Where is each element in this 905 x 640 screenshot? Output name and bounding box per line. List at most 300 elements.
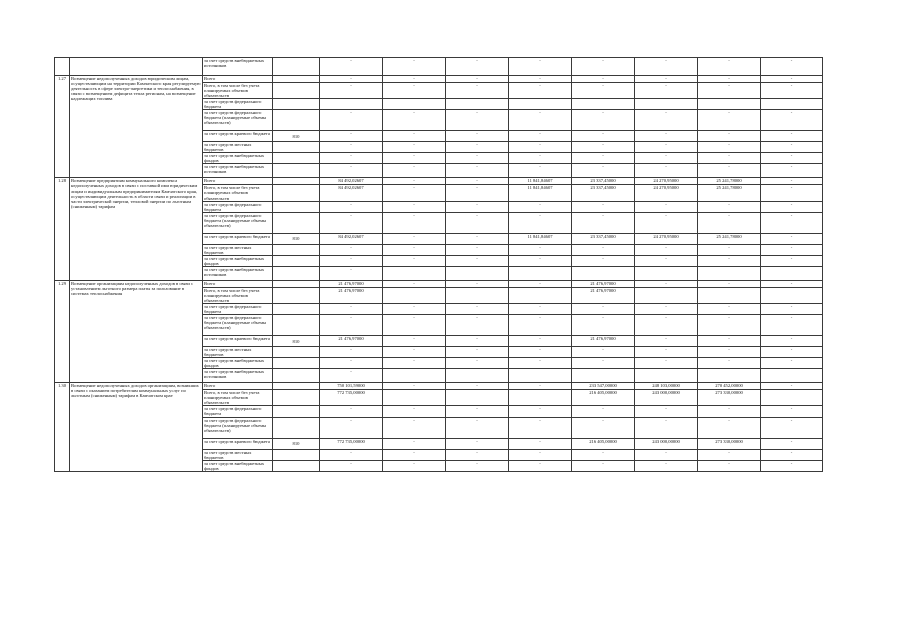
amount-cell: 24 270,95000	[635, 233, 698, 244]
amount-cell: -	[509, 280, 572, 287]
amount-cell: -	[383, 255, 446, 266]
amount-cell: -	[509, 358, 572, 369]
amount-cell: -	[509, 303, 572, 314]
amount-cell: -	[698, 83, 761, 99]
amount-cell: -	[698, 164, 761, 178]
funding-source: за счет средств внебюджетных фондов	[203, 358, 273, 369]
amount-cell: -	[761, 58, 823, 76]
amount-cell: -	[572, 212, 635, 233]
amount-cell: -	[383, 83, 446, 99]
funding-source: Всего	[203, 178, 273, 185]
amount-cell: -	[698, 110, 761, 131]
budget-table	[54, 57, 823, 472]
amount-cell: -	[572, 449, 635, 460]
funding-source: за счет средств внебюджетных источников	[203, 369, 273, 383]
budget-table-sheet	[54, 57, 822, 472]
amount-cell: 24 270,95000	[635, 178, 698, 185]
amount-cell: -	[635, 347, 698, 358]
amount-cell: -	[698, 153, 761, 164]
amount-cell: -	[446, 358, 509, 369]
budget-code	[273, 347, 320, 358]
amount-cell: -	[635, 460, 698, 471]
amount-cell: -	[698, 255, 761, 266]
amount-cell: -	[320, 369, 383, 383]
amount-cell: 248 103,00000	[635, 383, 698, 390]
amount-cell: -	[446, 280, 509, 287]
amount-cell	[698, 369, 761, 383]
amount-cell: -	[320, 201, 383, 212]
amount-cell: -	[761, 255, 823, 266]
amount-cell	[383, 266, 446, 280]
budget-code	[273, 417, 320, 438]
amount-cell: -	[635, 83, 698, 99]
amount-cell: -	[383, 201, 446, 212]
amount-cell	[383, 390, 446, 406]
budget-code	[273, 153, 320, 164]
amount-cell: -	[320, 212, 383, 233]
amount-cell: -	[446, 336, 509, 347]
table-row	[55, 76, 823, 83]
budget-code	[273, 99, 320, 110]
funding-source: за счет средств краевого бюджета	[203, 233, 273, 244]
amount-cell: -	[698, 201, 761, 212]
amount-cell: -	[572, 406, 635, 417]
amount-cell: -	[320, 417, 383, 438]
amount-cell: -	[635, 142, 698, 153]
amount-cell: -	[383, 417, 446, 438]
amount-cell: -	[446, 58, 509, 76]
amount-cell	[635, 369, 698, 383]
amount-cell: 24 270,95000	[635, 185, 698, 201]
amount-cell: -	[572, 255, 635, 266]
amount-cell: -	[761, 244, 823, 255]
amount-cell: -	[320, 406, 383, 417]
amount-cell: -	[320, 266, 383, 280]
amount-cell: -	[761, 460, 823, 471]
amount-cell: -	[320, 164, 383, 178]
amount-cell: 11 841,84607	[509, 178, 572, 185]
funding-source: за счет средств внебюджетных фондов	[203, 460, 273, 471]
amount-cell: -	[509, 460, 572, 471]
amount-cell: -	[383, 460, 446, 471]
budget-code: 810	[273, 336, 320, 347]
amount-cell	[383, 369, 446, 383]
amount-cell: -	[383, 153, 446, 164]
amount-cell: -	[761, 212, 823, 233]
amount-cell: 233 547,00000	[572, 383, 635, 390]
amount-cell: 25 241,78000	[698, 233, 761, 244]
amount-cell: -	[635, 303, 698, 314]
amount-cell: -	[509, 212, 572, 233]
funding-source: за счет средств внебюджетных источников	[203, 164, 273, 178]
amount-cell: -	[635, 131, 698, 142]
amount-cell: -	[572, 58, 635, 76]
amount-cell: -	[698, 358, 761, 369]
amount-cell: -	[761, 347, 823, 358]
funding-source: Всего, в том числе без учета планируемых объемов обязательств	[203, 287, 273, 303]
amount-cell: -	[635, 280, 698, 287]
amount-cell: -	[635, 58, 698, 76]
amount-cell: -	[698, 315, 761, 336]
amount-cell: -	[698, 142, 761, 153]
budget-code	[273, 315, 320, 336]
amount-cell: -	[635, 164, 698, 178]
budget-code: 810	[273, 131, 320, 142]
amount-cell: 772 735,00000	[320, 438, 383, 449]
amount-cell: -	[761, 83, 823, 99]
amount-cell	[509, 99, 572, 110]
amount-cell: -	[446, 417, 509, 438]
budget-code	[273, 164, 320, 178]
amount-cell: -	[761, 336, 823, 347]
amount-cell: -	[383, 164, 446, 178]
amount-cell: -	[509, 131, 572, 142]
budget-code	[273, 58, 320, 76]
amount-cell: -	[698, 76, 761, 83]
amount-cell: -	[509, 383, 572, 390]
item-name: Возмещение недополученных доходов организациям, возникших в связи с оказанием потребителям коммунальных услуг по льготным (сниженным) тарифам в Камчатском крае	[70, 383, 203, 471]
amount-cell: -	[509, 244, 572, 255]
amount-cell: 273 330,00000	[698, 390, 761, 406]
amount-cell: 25 241,78000	[698, 178, 761, 185]
funding-source: Всего, в том числе без учета планируемых объемов обязательств	[203, 185, 273, 201]
amount-cell: 21 476,97000	[320, 287, 383, 303]
amount-cell	[761, 390, 823, 406]
amount-cell: -	[761, 110, 823, 131]
amount-cell: -	[635, 336, 698, 347]
amount-cell: -	[446, 185, 509, 201]
funding-source: за счет средств федерального бюджета	[203, 201, 273, 212]
amount-cell: -	[509, 315, 572, 336]
amount-cell: -	[761, 178, 823, 185]
amount-cell: -	[446, 110, 509, 131]
amount-cell: -	[572, 110, 635, 131]
amount-cell: -	[320, 131, 383, 142]
amount-cell: -	[383, 110, 446, 131]
amount-cell: 23 337,45000	[572, 233, 635, 244]
amount-cell: -	[320, 358, 383, 369]
amount-cell: -	[761, 417, 823, 438]
amount-cell: -	[509, 58, 572, 76]
amount-cell: 21 476,97000	[320, 280, 383, 287]
funding-source: за счет средств федерального бюджета (планируемые объемы обязательств)	[203, 212, 273, 233]
amount-cell	[698, 287, 761, 303]
item-name: Возмещение недополученных доходов юридическим лицам, осуществляющим на территории Камчатского края регулируемую деятельность в сфере электро-энергетики и теплоснабжения, в связи с возмещением дефицита тепла регионам, на возмещение надлежащих топлива	[70, 76, 203, 178]
amount-cell: -	[698, 212, 761, 233]
amount-cell: 11 841,84607	[509, 185, 572, 201]
amount-cell: -	[698, 280, 761, 287]
budget-code	[273, 244, 320, 255]
item-number	[55, 58, 70, 76]
amount-cell: -	[320, 58, 383, 76]
amount-cell: -	[761, 280, 823, 287]
amount-cell: -	[446, 233, 509, 244]
amount-cell	[761, 287, 823, 303]
amount-cell: 243 000,00000	[635, 438, 698, 449]
funding-source: за счет средств федерального бюджета	[203, 406, 273, 417]
amount-cell: -	[320, 110, 383, 131]
amount-cell: -	[383, 233, 446, 244]
funding-source: за счет средств краевого бюджета	[203, 336, 273, 347]
amount-cell: -	[761, 449, 823, 460]
amount-cell: -	[383, 185, 446, 201]
amount-cell: -	[320, 460, 383, 471]
amount-cell: -	[761, 358, 823, 369]
amount-cell: 23 337,45000	[572, 185, 635, 201]
amount-cell: -	[572, 244, 635, 255]
budget-code	[273, 369, 320, 383]
amount-cell: -	[383, 438, 446, 449]
amount-cell	[635, 287, 698, 303]
amount-cell: -	[320, 255, 383, 266]
amount-cell: -	[509, 417, 572, 438]
funding-source: за счет средств краевого бюджета	[203, 438, 273, 449]
amount-cell: 273 330,00000	[698, 438, 761, 449]
amount-cell: -	[446, 315, 509, 336]
budget-code	[273, 110, 320, 131]
amount-cell: -	[383, 383, 446, 390]
amount-cell: -	[698, 417, 761, 438]
amount-cell: -	[446, 164, 509, 178]
amount-cell: -	[320, 142, 383, 153]
amount-cell: -	[320, 244, 383, 255]
amount-cell	[446, 99, 509, 110]
amount-cell: -	[509, 449, 572, 460]
funding-source: за счет средств федерального бюджета	[203, 99, 273, 110]
amount-cell: -	[509, 255, 572, 266]
amount-cell: -	[698, 131, 761, 142]
amount-cell: -	[761, 383, 823, 390]
amount-cell: -	[446, 383, 509, 390]
amount-cell: -	[383, 58, 446, 76]
amount-cell: -	[572, 131, 635, 142]
item-number: 1.30	[55, 383, 70, 471]
amount-cell: -	[446, 76, 509, 83]
amount-cell	[320, 99, 383, 110]
amount-cell: -	[383, 76, 446, 83]
amount-cell: -	[572, 417, 635, 438]
amount-cell: -	[698, 58, 761, 76]
amount-cell: 11 841,84607	[509, 233, 572, 244]
amount-cell: -	[509, 153, 572, 164]
budget-code	[273, 460, 320, 471]
amount-cell: -	[572, 142, 635, 153]
funding-source: за счет средств федерального бюджета (планируемые объемы обязательств)	[203, 110, 273, 131]
amount-cell: -	[761, 131, 823, 142]
funding-source: за счет средств федерального бюджета (планируемые объемы обязательств)	[203, 315, 273, 336]
amount-cell: -	[383, 336, 446, 347]
budget-code	[273, 303, 320, 314]
funding-source: Всего	[203, 383, 273, 390]
amount-cell: -	[509, 142, 572, 153]
amount-cell: -	[635, 406, 698, 417]
item-name: Возмещение предприятиям коммунального комплекса недополученных доходов в связи с поставкой ими юридическим лицам и индивидуальным предпринимателям Камчатского края, осуществляющим деятельность в области связи и реализации в части электрической энергии, тепловой энергии по льготным (сниженным) тарифам	[70, 178, 203, 280]
amount-cell: 216 405,00000	[572, 390, 635, 406]
amount-cell	[446, 369, 509, 383]
amount-cell: -	[698, 406, 761, 417]
funding-source: за счет средств внебюджетных источников	[203, 266, 273, 280]
amount-cell: -	[572, 460, 635, 471]
budget-code	[273, 185, 320, 201]
funding-source: за счет средств местных бюджетов	[203, 449, 273, 460]
amount-cell: -	[446, 438, 509, 449]
amount-cell: -	[572, 347, 635, 358]
funding-source: за счет средств краевого бюджета	[203, 131, 273, 142]
amount-cell	[572, 369, 635, 383]
budget-code	[273, 76, 320, 83]
amount-cell: -	[509, 164, 572, 178]
funding-source: Всего	[203, 76, 273, 83]
amount-cell: 84 492,02607	[320, 233, 383, 244]
amount-cell: -	[635, 417, 698, 438]
amount-cell: -	[383, 131, 446, 142]
amount-cell: 216 405,00000	[572, 438, 635, 449]
amount-cell: -	[383, 406, 446, 417]
budget-code: 810	[273, 438, 320, 449]
budget-code	[273, 83, 320, 99]
table-row	[55, 178, 823, 185]
amount-cell: 21 476,97000	[572, 336, 635, 347]
amount-cell: -	[446, 212, 509, 233]
amount-cell	[509, 287, 572, 303]
amount-cell: -	[698, 303, 761, 314]
amount-cell	[698, 266, 761, 280]
amount-cell: -	[635, 358, 698, 369]
amount-cell: 84 492,02607	[320, 185, 383, 201]
amount-cell	[635, 266, 698, 280]
amount-cell: -	[446, 178, 509, 185]
amount-cell: -	[635, 76, 698, 83]
amount-cell: 84 492,02607	[320, 178, 383, 185]
amount-cell: -	[509, 347, 572, 358]
funding-source: за счет средств внебюджетных фондов	[203, 153, 273, 164]
funding-source: Всего	[203, 280, 273, 287]
budget-code	[273, 178, 320, 185]
funding-source: Всего, в том числе без учета планируемых объемов обязательств	[203, 390, 273, 406]
amount-cell: -	[761, 185, 823, 201]
amount-cell: -	[572, 164, 635, 178]
budget-code	[273, 266, 320, 280]
amount-cell: -	[572, 358, 635, 369]
amount-cell	[761, 99, 823, 110]
funding-source: за счет средств федерального бюджета	[203, 303, 273, 314]
table-row	[55, 58, 823, 76]
item-number: 1.27	[55, 76, 70, 178]
amount-cell: -	[446, 131, 509, 142]
amount-cell	[383, 287, 446, 303]
amount-cell: 21 476,97000	[572, 287, 635, 303]
amount-cell: -	[446, 142, 509, 153]
amount-cell: -	[446, 347, 509, 358]
amount-cell: -	[509, 83, 572, 99]
budget-code	[273, 383, 320, 390]
amount-cell: -	[761, 76, 823, 83]
amount-cell: -	[446, 153, 509, 164]
amount-cell: -	[320, 153, 383, 164]
amount-cell: -	[761, 406, 823, 417]
budget-code	[273, 358, 320, 369]
amount-cell: 750 101,59000	[320, 383, 383, 390]
amount-cell: -	[698, 347, 761, 358]
amount-cell: 772 735,00000	[320, 390, 383, 406]
funding-source: за счет средств местных бюджетов	[203, 142, 273, 153]
amount-cell: -	[572, 153, 635, 164]
amount-cell: -	[572, 83, 635, 99]
amount-cell: 270 452,00000	[698, 383, 761, 390]
amount-cell	[509, 390, 572, 406]
amount-cell: -	[320, 347, 383, 358]
budget-code	[273, 201, 320, 212]
amount-cell: -	[761, 201, 823, 212]
funding-source: за счет средств внебюджетных фондов	[203, 255, 273, 266]
amount-cell: -	[761, 142, 823, 153]
amount-cell	[572, 99, 635, 110]
amount-cell	[446, 266, 509, 280]
budget-table-body	[55, 58, 823, 472]
amount-cell: -	[509, 201, 572, 212]
amount-cell: -	[572, 315, 635, 336]
budget-code: 810	[273, 233, 320, 244]
amount-cell: -	[446, 244, 509, 255]
amount-cell	[509, 266, 572, 280]
amount-cell: -	[446, 460, 509, 471]
budget-code	[273, 406, 320, 417]
item-name: Возмещение организациям недополученных доходов в связи с установлением льготного размера платы за пользование в системах теплоснабжения	[70, 280, 203, 382]
budget-code	[273, 255, 320, 266]
amount-cell: -	[383, 244, 446, 255]
amount-cell	[635, 99, 698, 110]
amount-cell: 21 476,97000	[320, 336, 383, 347]
amount-cell: -	[446, 83, 509, 99]
amount-cell	[761, 369, 823, 383]
amount-cell: -	[320, 83, 383, 99]
amount-cell: -	[635, 212, 698, 233]
amount-cell: -	[635, 153, 698, 164]
amount-cell: -	[572, 201, 635, 212]
amount-cell: -	[635, 449, 698, 460]
amount-cell: -	[635, 315, 698, 336]
amount-cell: -	[509, 336, 572, 347]
amount-cell: -	[383, 303, 446, 314]
amount-cell: -	[383, 347, 446, 358]
amount-cell: -	[383, 178, 446, 185]
budget-code	[273, 449, 320, 460]
amount-cell: 243 000,00000	[635, 390, 698, 406]
amount-cell: -	[383, 142, 446, 153]
amount-cell: -	[698, 244, 761, 255]
amount-cell	[446, 390, 509, 406]
funding-source: за счет средств местных бюджетов	[203, 244, 273, 255]
amount-cell: -	[572, 76, 635, 83]
amount-cell: -	[446, 255, 509, 266]
budget-code	[273, 280, 320, 287]
amount-cell: -	[320, 315, 383, 336]
funding-source: Всего, в том числе без учета планируемых объемов обязательств	[203, 83, 273, 99]
amount-cell: -	[446, 449, 509, 460]
amount-cell: -	[698, 336, 761, 347]
amount-cell: -	[761, 438, 823, 449]
amount-cell: -	[761, 164, 823, 178]
item-name	[70, 58, 203, 76]
amount-cell: -	[383, 358, 446, 369]
item-number: 1.29	[55, 280, 70, 382]
budget-code	[273, 287, 320, 303]
amount-cell: -	[635, 201, 698, 212]
amount-cell: -	[698, 449, 761, 460]
amount-cell: -	[446, 303, 509, 314]
amount-cell: -	[635, 110, 698, 131]
amount-cell: -	[761, 303, 823, 314]
